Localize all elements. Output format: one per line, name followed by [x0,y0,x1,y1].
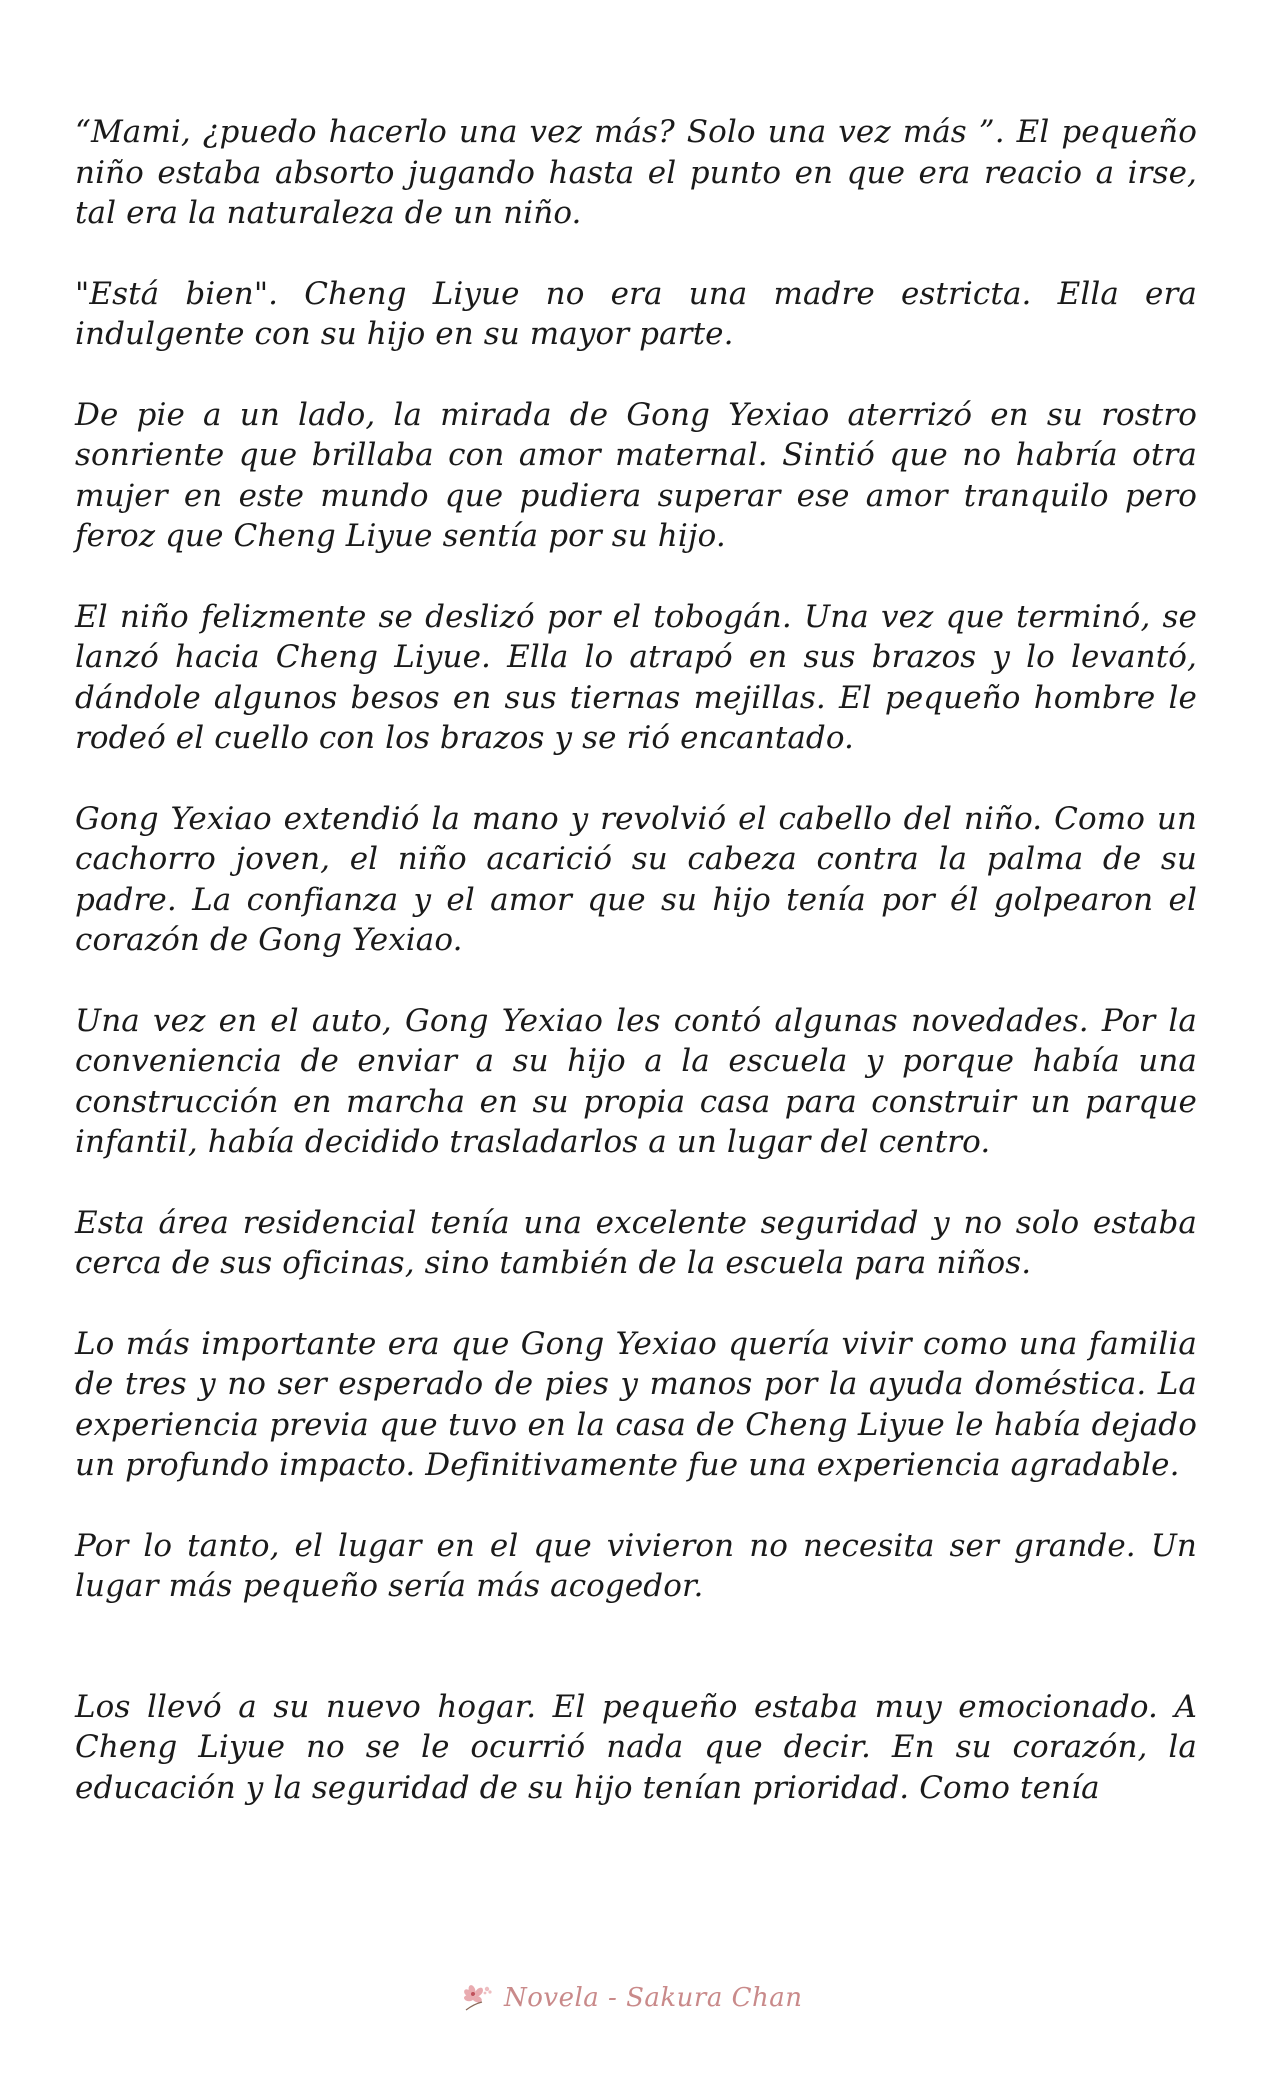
paragraph: El niño felizmente se deslizó por el tobogán. Una vez que terminó, se lanzó hacia Cheng Liyue. Ella lo atrapó en sus brazos y lo levantó, dándole algunos besos en sus tiernas mejillas. El pequeño hombre le rodeó el cuello con los brazos y se rió encantado. [75,598,1197,756]
footer-text: Novela - Sakura Chan [504,1983,803,2013]
paragraph: Una vez en el auto, Gong Yexiao les contó algunas novedades. Por la conveniencia de enviar a su hijo a la escuela y porque había una construcción en marcha en su propia casa para construir un parque infantil, había decidido trasladarlos a un lugar del centro. [75,1002,1197,1160]
paragraph: “Mami, ¿puedo hacerlo una vez más? Solo una vez más ”. El pequeño niño estaba absorto jugando hasta el punto en que era reacio a irse, tal era la naturaleza de un niño. [75,114,1197,231]
paragraph: Los llevó a su nuevo hogar. El pequeño estaba muy emocionado. A Cheng Liyue no se le ocurrió nada que decir. En su corazón, la educación y la seguridad de su hijo tenían prioridad. Como tenía [75,1688,1197,1806]
paragraph: De pie a un lado, la mirada de Gong Yexiao aterrizó en su rostro sonriente que brillaba con amor maternal. Sintió que no habría otra mujer en este mundo que pudiera superar ese amor tranquilo pero feroz que Cheng Liyue sentía por su hijo. [75,396,1197,554]
footer-watermark [460,1978,803,2018]
document-body [75,112,1197,1848]
paragraph: Gong Yexiao extendió la mano y revolvió el cabello del niño. Como un cachorro joven, el niño acarició su cabeza contra la palma de su padre. La confianza y el amor que su hijo tenía por él golpearon el corazón de Gong Yexiao. [75,800,1197,958]
sakura-flower-icon [460,1980,496,2016]
paragraph: Lo más importante era que Gong Yexiao quería vivir como una familia de tres y no ser esperado de pies y manos por la ayuda doméstica. La experiencia previa que tuvo en la casa de Cheng Liyue le había dejado un profundo impacto. Definitivamente fue una experiencia agradable. [75,1325,1197,1483]
paragraph: Esta área residencial tenía una excelente seguridad y no solo estaba cerca de sus oficinas, sino también de la escuela para niños. [75,1204,1197,1281]
paragraph: Por lo tanto, el lugar en el que vivieron no necesita ser grande. Un lugar más pequeño sería más acogedor. [75,1527,1197,1604]
paragraph: "Está bien". Cheng Liyue no era una madre estricta. Ella era indulgente con su hijo en su mayor parte. [75,275,1197,352]
